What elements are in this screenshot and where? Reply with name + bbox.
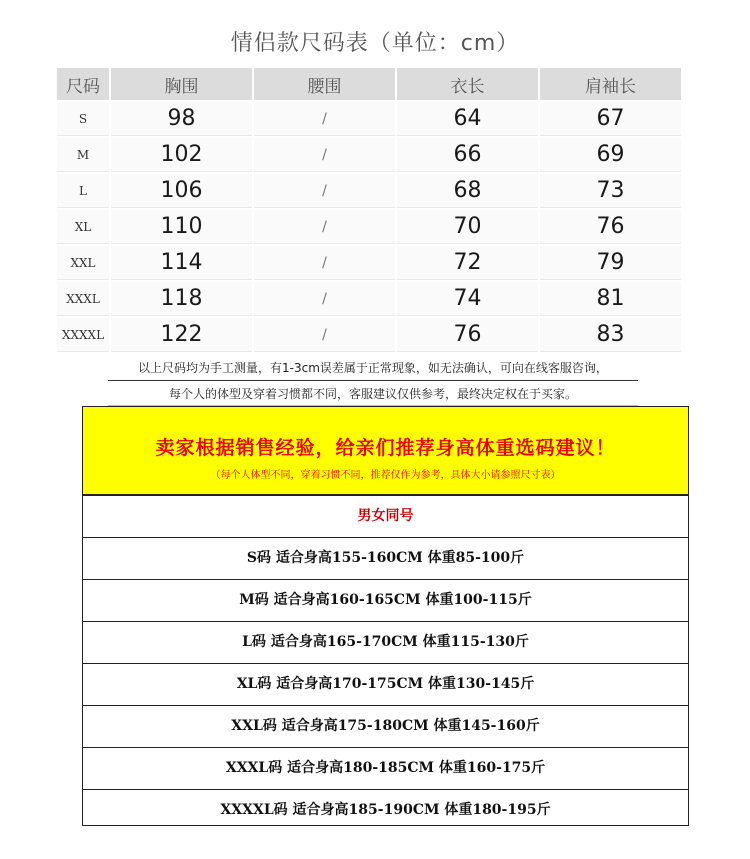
cell-chest: 114 (111, 246, 252, 280)
list-item: XL码 适合身高170-175CM 体重130-145斤 (83, 664, 688, 706)
page-title: 情侣款尺码表（单位：cm） (230, 31, 520, 56)
cell-length: 66 (397, 138, 538, 172)
cell-length: 70 (397, 210, 538, 244)
table-row (57, 102, 681, 136)
recommendation-banner (83, 407, 688, 496)
cell-sleeve: 76 (540, 210, 681, 244)
cell-length: 76 (397, 318, 538, 352)
list-item: XXL码 适合身高175-180CM 体重145-160斤 (83, 706, 688, 748)
table-row (57, 318, 681, 352)
header-sleeve: 肩袖长 (540, 68, 681, 100)
list-item: M码 适合身高160-165CM 体重100-115斤 (83, 580, 688, 622)
cell-sleeve: 67 (540, 102, 681, 136)
banner-subtitle: （每个人体型不同，穿着习惯不同，推荐仅作为参考，具体大小请参照尺寸表） (210, 470, 561, 481)
cell-waist: / (254, 102, 395, 136)
table-row (57, 282, 681, 316)
cell-sleeve: 81 (540, 282, 681, 316)
cell-sleeve: 79 (540, 246, 681, 280)
cell-waist: / (254, 318, 395, 352)
list-item: L码 适合身高165-170CM 体重115-130斤 (83, 622, 688, 664)
header-length: 衣长 (397, 68, 538, 100)
disclaimer-note: 每个人的体型及穿着习惯都不同，客服建议仅供参考，最终决定权在于买家。 (108, 385, 638, 406)
header-chest: 胸围 (111, 68, 252, 100)
cell-chest: 122 (111, 318, 252, 352)
table-row (57, 210, 681, 244)
cell-length: 74 (397, 282, 538, 316)
unisex-header: 男女同号 (83, 496, 688, 538)
size-recommendation-box (82, 406, 689, 826)
cell-sleeve: 73 (540, 174, 681, 208)
table-row (57, 138, 681, 172)
cell-waist: / (254, 246, 395, 280)
cell-waist: / (254, 282, 395, 316)
cell-length: 72 (397, 246, 538, 280)
list-item: XXXL码 适合身高180-185CM 体重160-175斤 (83, 748, 688, 790)
banner-title: 卖家根据销售经验，给亲们推荐身高体重选码建议！ (155, 437, 616, 459)
cell-waist: / (254, 210, 395, 244)
header-size: 尺码 (57, 68, 109, 100)
cell-size: XXL (57, 246, 109, 280)
cell-size: S (57, 102, 109, 136)
list-item: XXXXL码 适合身高185-190CM 体重180-195斤 (220, 802, 551, 818)
cell-chest: 106 (111, 174, 252, 208)
table-row (57, 174, 681, 208)
table-row (57, 246, 681, 280)
header-waist: 腰围 (254, 68, 395, 100)
cell-size: XXXL (57, 282, 109, 316)
list-item: S码 适合身高155-160CM 体重85-100斤 (83, 538, 688, 580)
cell-waist: / (254, 174, 395, 208)
cell-size: XL (57, 210, 109, 244)
cell-waist: / (254, 138, 395, 172)
cell-size: M (57, 138, 109, 172)
size-table (55, 66, 683, 354)
cell-length: 64 (397, 102, 538, 136)
cell-chest: 102 (111, 138, 252, 172)
cell-sleeve: 83 (540, 318, 681, 352)
cell-chest: 118 (111, 282, 252, 316)
measurement-note: 以上尺码均为手工测量，有1-3cm误差属于正常现象，如无法确认，可向在线客服咨询， (108, 359, 638, 381)
cell-size: XXXXL (57, 318, 109, 352)
cell-chest: 110 (111, 210, 252, 244)
cell-sleeve: 69 (540, 138, 681, 172)
cell-size: L (57, 174, 109, 208)
cell-length: 68 (397, 174, 538, 208)
cell-chest: 98 (111, 102, 252, 136)
size-table-header (57, 68, 681, 100)
